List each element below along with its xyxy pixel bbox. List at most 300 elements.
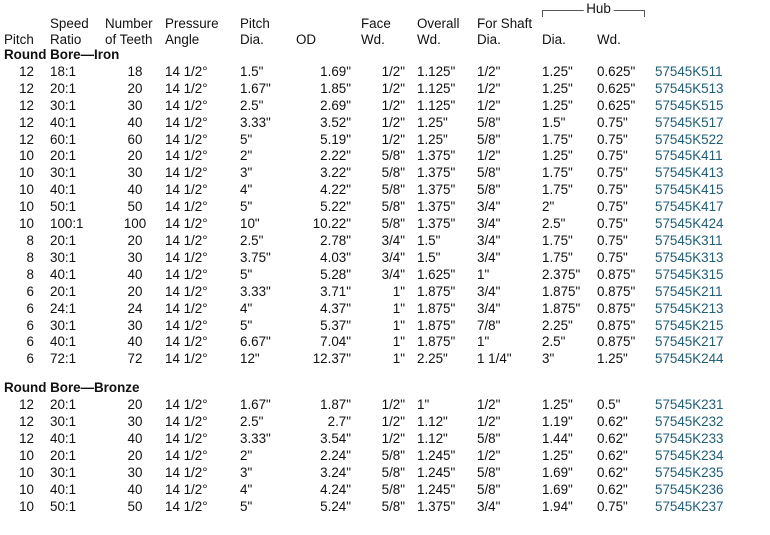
cell-shaft-dia: 5/8" bbox=[477, 430, 501, 446]
cell-pressure-angle: 14 1/2° bbox=[165, 182, 208, 198]
cell-teeth: 20 bbox=[127, 447, 143, 463]
cell-pitch: 8 bbox=[26, 266, 34, 282]
cell-overall-width: 1.875" bbox=[417, 334, 456, 350]
cell-overall-width: 1.875" bbox=[417, 283, 456, 299]
cell-pitch-dia: 2.5" bbox=[240, 97, 264, 113]
cell-part-number[interactable]: 57545K217 bbox=[655, 334, 724, 350]
cell-part-number[interactable]: 57545K417 bbox=[655, 199, 724, 215]
cell-part-number[interactable]: 57545K511 bbox=[655, 63, 723, 79]
table-row bbox=[4, 216, 766, 233]
cell-hub-wd: 0.75" bbox=[597, 148, 628, 164]
cell-hub-dia: 2.25" bbox=[542, 317, 573, 333]
cell-hub-wd: 0.62" bbox=[597, 447, 628, 463]
hub-label: Hub bbox=[583, 2, 614, 16]
cell-overall-width: 1.875" bbox=[417, 300, 456, 316]
col-pressure-angle: Pressure Angle bbox=[165, 16, 219, 47]
cell-part-number[interactable]: 57545K233 bbox=[655, 430, 724, 446]
cell-part-number[interactable]: 57545K237 bbox=[655, 498, 724, 514]
cell-shaft-dia: 1/2" bbox=[477, 414, 501, 430]
cell-hub-wd: 0.75" bbox=[597, 182, 628, 198]
cell-hub-wd: 1.25" bbox=[597, 351, 628, 367]
cell-speed-ratio: 40:1 bbox=[50, 182, 77, 198]
cell-od: 3.54" bbox=[320, 430, 351, 446]
cell-pitch-dia: 4" bbox=[240, 300, 253, 316]
table-row bbox=[4, 465, 766, 482]
col-pitch: Pitch bbox=[4, 31, 34, 47]
cell-overall-width: 1.375" bbox=[417, 199, 456, 215]
cell-face-width: 1" bbox=[392, 300, 405, 316]
cell-part-number[interactable]: 57545K211 bbox=[655, 283, 723, 299]
cell-speed-ratio: 40:1 bbox=[50, 266, 77, 282]
cell-hub-wd: 0.75" bbox=[597, 199, 628, 215]
cell-pitch: 10 bbox=[19, 148, 34, 164]
cell-part-number[interactable]: 57545K424 bbox=[655, 216, 724, 232]
cell-od: 12.37" bbox=[312, 351, 351, 367]
section-title: Round Bore—Bronze bbox=[4, 380, 140, 396]
cell-speed-ratio: 30:1 bbox=[50, 464, 77, 480]
table-body bbox=[4, 47, 766, 515]
cell-teeth: 40 bbox=[127, 430, 143, 446]
cell-speed-ratio: 30:1 bbox=[50, 165, 77, 181]
cell-pitch-dia: 4" bbox=[240, 182, 253, 198]
cell-hub-wd: 0.875" bbox=[597, 266, 636, 282]
cell-hub-dia: 1.25" bbox=[542, 80, 573, 96]
cell-overall-width: 1.375" bbox=[417, 148, 456, 164]
cell-hub-wd: 0.62" bbox=[597, 414, 628, 430]
cell-hub-dia: 2.5" bbox=[542, 216, 566, 232]
cell-hub-wd: 0.75" bbox=[597, 232, 628, 248]
cell-teeth: 20 bbox=[127, 283, 143, 299]
cell-hub-dia: 2" bbox=[542, 199, 555, 215]
cell-part-number[interactable]: 57545K215 bbox=[655, 317, 724, 333]
cell-teeth: 20 bbox=[127, 148, 143, 164]
cell-overall-width: 1.375" bbox=[417, 182, 456, 198]
cell-od: 4.22" bbox=[320, 182, 351, 198]
cell-pressure-angle: 14 1/2° bbox=[165, 63, 208, 79]
cell-overall-width: 1" bbox=[417, 397, 430, 413]
cell-teeth: 20 bbox=[127, 397, 143, 413]
cell-pressure-angle: 14 1/2° bbox=[165, 414, 208, 430]
cell-od: 5.24" bbox=[320, 498, 351, 514]
cell-face-width: 5/8" bbox=[381, 182, 405, 198]
cell-teeth: 50 bbox=[127, 498, 143, 514]
cell-speed-ratio: 24:1 bbox=[50, 300, 77, 316]
cell-pitch: 12 bbox=[19, 131, 34, 147]
cell-pitch-dia: 4" bbox=[240, 481, 253, 497]
cell-od: 2.7" bbox=[327, 414, 351, 430]
cell-hub-dia: 1.19" bbox=[542, 414, 573, 430]
cell-part-number[interactable]: 57545K213 bbox=[655, 300, 724, 316]
cell-speed-ratio: 20:1 bbox=[50, 397, 77, 413]
cell-teeth: 30 bbox=[127, 317, 143, 333]
cell-pressure-angle: 14 1/2° bbox=[165, 430, 208, 446]
cell-pressure-angle: 14 1/2° bbox=[165, 165, 208, 181]
cell-overall-width: 1.375" bbox=[417, 498, 456, 514]
table-row bbox=[4, 334, 766, 351]
cell-speed-ratio: 20:1 bbox=[50, 447, 77, 463]
cell-overall-width: 1.25" bbox=[417, 131, 448, 147]
col-od: OD bbox=[296, 31, 317, 47]
cell-shaft-dia: 1/2" bbox=[477, 80, 501, 96]
cell-part-number[interactable]: 57545K313 bbox=[655, 249, 724, 265]
cell-hub-dia: 3" bbox=[542, 351, 555, 367]
cell-face-width: 3/4" bbox=[381, 249, 405, 265]
cell-pitch-dia: 2" bbox=[240, 447, 253, 463]
cell-pitch-dia: 5" bbox=[240, 131, 253, 147]
cell-face-width: 5/8" bbox=[381, 481, 405, 497]
cell-hub-dia: 1.875" bbox=[542, 300, 581, 316]
cell-pressure-angle: 14 1/2° bbox=[165, 232, 208, 248]
cell-teeth: 100 bbox=[123, 216, 147, 232]
col-hub-wd: Wd. bbox=[597, 31, 621, 47]
cell-face-width: 1" bbox=[392, 317, 405, 333]
cell-pitch-dia: 12" bbox=[240, 351, 260, 367]
cell-pressure-angle: 14 1/2° bbox=[165, 249, 208, 265]
cell-pitch-dia: 5" bbox=[240, 199, 253, 215]
cell-teeth: 72 bbox=[127, 351, 143, 367]
hub-group-header-row bbox=[4, 2, 766, 16]
cell-pitch-dia: 3.33" bbox=[240, 114, 271, 130]
cell-part-number[interactable]: 57545K413 bbox=[655, 165, 724, 181]
cell-part-number[interactable]: 57545K311 bbox=[655, 232, 723, 248]
section-header-row bbox=[4, 380, 766, 397]
cell-face-width: 1/2" bbox=[381, 397, 405, 413]
cell-speed-ratio: 40:1 bbox=[50, 430, 77, 446]
cell-hub-dia: 1.25" bbox=[542, 97, 573, 113]
cell-overall-width: 1.12" bbox=[417, 414, 448, 430]
cell-pitch: 12 bbox=[19, 80, 34, 96]
table-row bbox=[4, 448, 766, 465]
cell-pitch-dia: 1.67" bbox=[240, 397, 271, 413]
cell-part-number[interactable]: 57545K517 bbox=[655, 114, 724, 130]
cell-face-width: 1/2" bbox=[381, 430, 405, 446]
cell-pitch-dia: 1.67" bbox=[240, 80, 271, 96]
cell-od: 5.28" bbox=[320, 266, 351, 282]
cell-overall-width: 1.12" bbox=[417, 430, 448, 446]
table-row bbox=[4, 482, 766, 499]
cell-hub-wd: 0.625" bbox=[597, 80, 636, 96]
cell-pitch-dia: 6.67" bbox=[240, 334, 271, 350]
table-row bbox=[4, 499, 766, 516]
cell-part-number[interactable]: 57545K522 bbox=[655, 131, 724, 147]
cell-hub-dia: 1.75" bbox=[542, 131, 573, 147]
cell-hub-wd: 0.75" bbox=[597, 249, 628, 265]
cell-od: 2.78" bbox=[320, 232, 351, 248]
cell-teeth: 20 bbox=[127, 80, 143, 96]
cell-speed-ratio: 60:1 bbox=[50, 131, 77, 147]
cell-od: 3.52" bbox=[320, 114, 351, 130]
cell-pitch-dia: 1.5" bbox=[240, 63, 264, 79]
table-row bbox=[4, 250, 766, 267]
cell-speed-ratio: 30:1 bbox=[50, 97, 77, 113]
cell-pressure-angle: 14 1/2° bbox=[165, 266, 208, 282]
cell-speed-ratio: 100:1 bbox=[50, 216, 84, 232]
cell-pressure-angle: 14 1/2° bbox=[165, 464, 208, 480]
cell-hub-dia: 1.25" bbox=[542, 63, 573, 79]
col-number-of-teeth: Number of Teeth bbox=[105, 16, 153, 47]
cell-shaft-dia: 3/4" bbox=[477, 199, 501, 215]
cell-pressure-angle: 14 1/2° bbox=[165, 97, 208, 113]
cell-pitch: 12 bbox=[19, 63, 34, 79]
cell-face-width: 1/2" bbox=[381, 97, 405, 113]
cell-teeth: 40 bbox=[127, 481, 143, 497]
cell-od: 2.22" bbox=[320, 148, 351, 164]
cell-teeth: 18 bbox=[127, 63, 143, 79]
cell-overall-width: 1.125" bbox=[417, 80, 456, 96]
table-row bbox=[4, 81, 766, 98]
cell-teeth: 30 bbox=[127, 414, 143, 430]
cell-shaft-dia: 3/4" bbox=[477, 216, 501, 232]
cell-od: 1.87" bbox=[320, 397, 351, 413]
cell-hub-dia: 1.25" bbox=[542, 148, 573, 164]
cell-teeth: 20 bbox=[127, 232, 143, 248]
cell-hub-wd: 0.875" bbox=[597, 334, 636, 350]
cell-part-number[interactable]: 57545K513 bbox=[655, 80, 724, 96]
col-hub-dia: Dia. bbox=[542, 31, 566, 47]
cell-speed-ratio: 40:1 bbox=[50, 481, 77, 497]
column-header-row bbox=[4, 16, 766, 47]
col-shaft-dia: For Shaft Dia. bbox=[477, 16, 533, 47]
cell-hub-dia: 1.69" bbox=[542, 481, 573, 497]
cell-hub-wd: 0.75" bbox=[597, 498, 628, 514]
cell-hub-wd: 0.875" bbox=[597, 300, 636, 316]
cell-hub-dia: 1.94" bbox=[542, 498, 573, 514]
table-row bbox=[4, 148, 766, 165]
cell-face-width: 5/8" bbox=[381, 464, 405, 480]
cell-hub-dia: 1.75" bbox=[542, 182, 573, 198]
cell-part-number[interactable]: 57545K234 bbox=[655, 447, 724, 463]
cell-hub-wd: 0.62" bbox=[597, 481, 628, 497]
table-row bbox=[4, 182, 766, 199]
table-row bbox=[4, 132, 766, 149]
cell-pitch: 12 bbox=[19, 414, 34, 430]
cell-shaft-dia: 5/8" bbox=[477, 464, 501, 480]
cell-speed-ratio: 20:1 bbox=[50, 80, 77, 96]
cell-hub-wd: 0.62" bbox=[597, 464, 628, 480]
cell-pressure-angle: 14 1/2° bbox=[165, 216, 208, 232]
cell-pitch: 10 bbox=[19, 199, 34, 215]
cell-teeth: 60 bbox=[127, 131, 143, 147]
cell-hub-dia: 1.44" bbox=[542, 430, 573, 446]
cell-speed-ratio: 20:1 bbox=[50, 283, 77, 299]
cell-pressure-angle: 14 1/2° bbox=[165, 300, 208, 316]
cell-shaft-dia: 5/8" bbox=[477, 182, 501, 198]
cell-pitch-dia: 3" bbox=[240, 165, 253, 181]
cell-pitch: 8 bbox=[26, 249, 34, 265]
gear-spec-table bbox=[4, 2, 766, 515]
cell-shaft-dia: 1" bbox=[477, 334, 490, 350]
cell-od: 1.85" bbox=[320, 80, 351, 96]
cell-teeth: 30 bbox=[127, 165, 143, 181]
col-overall-width: Overall Wd. bbox=[417, 16, 460, 47]
cell-pitch: 10 bbox=[19, 447, 34, 463]
cell-pitch-dia: 5" bbox=[240, 498, 253, 514]
cell-speed-ratio: 30:1 bbox=[50, 414, 77, 430]
cell-hub-dia: 1.75" bbox=[542, 232, 573, 248]
col-face-width: Face Wd. bbox=[361, 16, 391, 47]
cell-part-number[interactable]: 57545K315 bbox=[655, 266, 724, 282]
cell-pitch-dia: 5" bbox=[240, 317, 253, 333]
cell-od: 4.37" bbox=[320, 300, 351, 316]
cell-od: 4.24" bbox=[320, 481, 351, 497]
cell-hub-dia: 1.75" bbox=[542, 165, 573, 181]
cell-shaft-dia: 1" bbox=[477, 266, 490, 282]
cell-hub-wd: 0.875" bbox=[597, 317, 636, 333]
cell-overall-width: 1.245" bbox=[417, 481, 456, 497]
cell-pressure-angle: 14 1/2° bbox=[165, 283, 208, 299]
cell-pressure-angle: 14 1/2° bbox=[165, 80, 208, 96]
cell-overall-width: 1.5" bbox=[417, 232, 441, 248]
cell-face-width: 1/2" bbox=[381, 80, 405, 96]
cell-shaft-dia: 5/8" bbox=[477, 165, 501, 181]
cell-hub-dia: 1.25" bbox=[542, 397, 573, 413]
cell-teeth: 40 bbox=[127, 114, 143, 130]
cell-pressure-angle: 14 1/2° bbox=[165, 199, 208, 215]
cell-hub-dia: 1.75" bbox=[542, 249, 573, 265]
cell-part-number[interactable]: 57545K411 bbox=[655, 148, 723, 164]
cell-shaft-dia: 5/8" bbox=[477, 114, 501, 130]
col-speed-ratio: Speed Ratio bbox=[50, 16, 89, 47]
cell-pitch: 8 bbox=[26, 232, 34, 248]
cell-face-width: 1/2" bbox=[381, 131, 405, 147]
cell-hub-wd: 0.625" bbox=[597, 97, 636, 113]
cell-speed-ratio: 20:1 bbox=[50, 232, 77, 248]
cell-pressure-angle: 14 1/2° bbox=[165, 397, 208, 413]
cell-overall-width: 1.875" bbox=[417, 317, 456, 333]
cell-face-width: 1" bbox=[392, 283, 405, 299]
table-row bbox=[4, 351, 766, 368]
col-pitch-dia: Pitch Dia. bbox=[240, 16, 270, 47]
cell-pitch: 6 bbox=[26, 351, 34, 367]
cell-overall-width: 1.245" bbox=[417, 464, 456, 480]
table-row bbox=[4, 414, 766, 431]
cell-pitch: 10 bbox=[19, 165, 34, 181]
cell-speed-ratio: 40:1 bbox=[50, 114, 77, 130]
cell-pitch: 10 bbox=[19, 481, 34, 497]
cell-od: 2.69" bbox=[320, 97, 351, 113]
cell-hub-dia: 1.875" bbox=[542, 283, 581, 299]
cell-teeth: 30 bbox=[127, 464, 143, 480]
cell-pitch-dia: 10" bbox=[240, 216, 260, 232]
cell-shaft-dia: 1/2" bbox=[477, 148, 501, 164]
cell-part-number[interactable]: 57545K415 bbox=[655, 182, 724, 198]
cell-pressure-angle: 14 1/2° bbox=[165, 317, 208, 333]
cell-part-number[interactable]: 57545K515 bbox=[655, 97, 724, 113]
section-header-row bbox=[4, 47, 766, 64]
cell-od: 10.22" bbox=[312, 216, 351, 232]
cell-hub-dia: 1.69" bbox=[542, 464, 573, 480]
cell-shaft-dia: 1/2" bbox=[477, 97, 501, 113]
cell-overall-width: 1.375" bbox=[417, 216, 456, 232]
cell-hub-wd: 0.75" bbox=[597, 165, 628, 181]
cell-overall-width: 2.25" bbox=[417, 351, 448, 367]
cell-pitch: 12 bbox=[19, 397, 34, 413]
cell-speed-ratio: 40:1 bbox=[50, 334, 77, 350]
cell-pitch: 12 bbox=[19, 97, 34, 113]
cell-pressure-angle: 14 1/2° bbox=[165, 334, 208, 350]
cell-pitch: 10 bbox=[19, 216, 34, 232]
cell-speed-ratio: 20:1 bbox=[50, 148, 77, 164]
cell-shaft-dia: 3/4" bbox=[477, 300, 501, 316]
cell-shaft-dia: 1 1/4" bbox=[477, 351, 512, 367]
table-row bbox=[4, 115, 766, 132]
cell-hub-wd: 0.75" bbox=[597, 131, 628, 147]
cell-hub-dia: 2.5" bbox=[542, 334, 566, 350]
cell-hub-wd: 0.75" bbox=[597, 114, 628, 130]
cell-part-number[interactable]: 57545K235 bbox=[655, 464, 724, 480]
cell-part-number[interactable]: 57545K231 bbox=[655, 397, 724, 413]
cell-pitch-dia: 3.33" bbox=[240, 430, 271, 446]
section-title: Round Bore—Iron bbox=[4, 47, 120, 62]
col-part-number bbox=[655, 16, 766, 47]
cell-face-width: 1/2" bbox=[381, 63, 405, 79]
cell-teeth: 24 bbox=[127, 300, 143, 316]
cell-pitch-dia: 3" bbox=[240, 464, 253, 480]
table-row bbox=[4, 301, 766, 318]
cell-od: 4.03" bbox=[320, 249, 351, 265]
cell-overall-width: 1.125" bbox=[417, 63, 456, 79]
cell-face-width: 3/4" bbox=[381, 232, 405, 248]
cell-face-width: 5/8" bbox=[381, 165, 405, 181]
table-row bbox=[4, 431, 766, 448]
cell-od: 5.37" bbox=[320, 317, 351, 333]
table-row bbox=[4, 267, 766, 284]
cell-od: 3.22" bbox=[320, 165, 351, 181]
cell-pitch: 12 bbox=[19, 430, 34, 446]
cell-shaft-dia: 5/8" bbox=[477, 481, 501, 497]
cell-teeth: 40 bbox=[127, 266, 143, 282]
cell-teeth: 30 bbox=[127, 249, 143, 265]
cell-pressure-angle: 14 1/2° bbox=[165, 498, 208, 514]
cell-face-width: 3/4" bbox=[381, 266, 405, 282]
cell-overall-width: 1.5" bbox=[417, 249, 441, 265]
cell-face-width: 5/8" bbox=[381, 199, 405, 215]
cell-pitch: 10 bbox=[19, 182, 34, 198]
cell-face-width: 1" bbox=[392, 351, 405, 367]
cell-hub-dia: 1.25" bbox=[542, 447, 573, 463]
cell-pressure-angle: 14 1/2° bbox=[165, 447, 208, 463]
cell-pitch-dia: 5" bbox=[240, 266, 253, 282]
cell-shaft-dia: 3/4" bbox=[477, 232, 501, 248]
cell-pressure-angle: 14 1/2° bbox=[165, 351, 208, 367]
cell-shaft-dia: 1/2" bbox=[477, 447, 501, 463]
cell-part-number[interactable]: 57545K244 bbox=[655, 351, 724, 367]
cell-hub-wd: 0.875" bbox=[597, 283, 636, 299]
cell-pitch: 6 bbox=[26, 300, 34, 316]
cell-shaft-dia: 1/2" bbox=[477, 397, 501, 413]
cell-od: 2.24" bbox=[320, 447, 351, 463]
cell-shaft-dia: 7/8" bbox=[477, 317, 501, 333]
cell-hub-wd: 0.62" bbox=[597, 430, 628, 446]
cell-pitch-dia: 3.75" bbox=[240, 249, 271, 265]
cell-pressure-angle: 14 1/2° bbox=[165, 131, 208, 147]
cell-od: 3.71" bbox=[320, 283, 351, 299]
cell-pressure-angle: 14 1/2° bbox=[165, 481, 208, 497]
table-row bbox=[4, 318, 766, 335]
table-row bbox=[4, 397, 766, 414]
cell-overall-width: 1.25" bbox=[417, 114, 448, 130]
cell-part-number[interactable]: 57545K236 bbox=[655, 481, 724, 497]
cell-face-width: 5/8" bbox=[381, 498, 405, 514]
cell-part-number[interactable]: 57545K232 bbox=[655, 414, 724, 430]
cell-pitch-dia: 2.5" bbox=[240, 414, 264, 430]
table-row bbox=[4, 64, 766, 81]
cell-shaft-dia: 3/4" bbox=[477, 498, 501, 514]
cell-face-width: 5/8" bbox=[381, 447, 405, 463]
section-spacer bbox=[4, 368, 766, 380]
hub-group-header bbox=[542, 2, 655, 16]
cell-face-width: 5/8" bbox=[381, 148, 405, 164]
